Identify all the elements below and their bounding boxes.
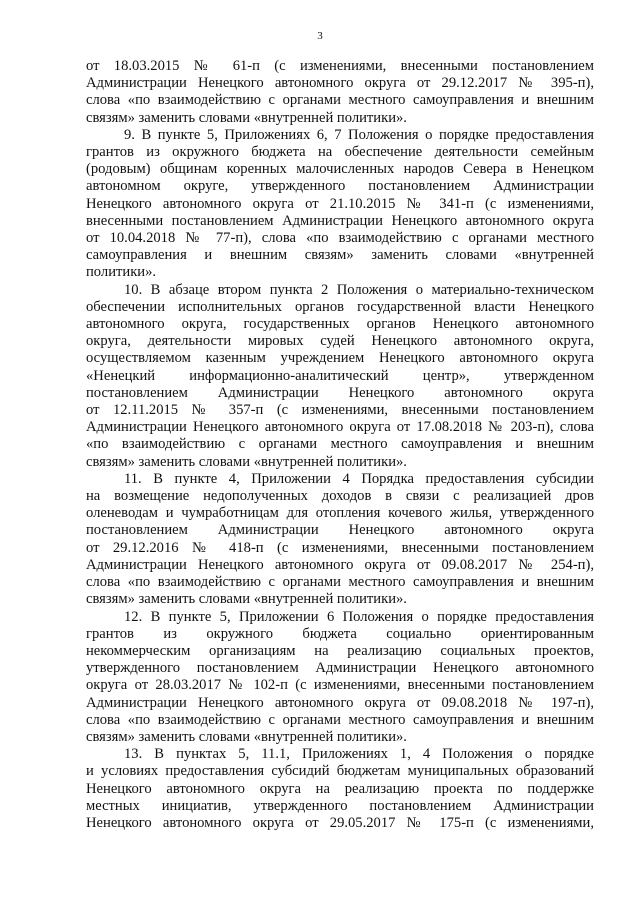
text-line: от 18.03.2015 № 61-п (с изменениями, внесенными постановлением bbox=[86, 58, 594, 74]
text-line: Администрации Ненецкого автономного округа от 09.08.2018 № 197-п), bbox=[86, 694, 594, 711]
document-body bbox=[86, 58, 594, 832]
text-line: от 10.04.2018 № 77-п), слова «по взаимодействию с органами местного bbox=[86, 230, 594, 247]
text-line: самоуправления и внешним связям» заменить словами «внутренней bbox=[86, 247, 594, 264]
text-line: 9. В пункте 5, Приложениях 6, 7 Положения о порядке предоставления bbox=[124, 126, 594, 143]
text-line: связям» заменить словами «внутренней политики». bbox=[86, 728, 407, 745]
text-line: округа, деятельности мировых судей Ненецкого автономного округа, bbox=[86, 333, 594, 350]
text-line: постановлением Администрации Ненецкого автономного округа bbox=[86, 522, 594, 539]
text-line: слова «по взаимодействию с органами местного самоуправления и внешним bbox=[86, 92, 594, 109]
text-line: 10. В абзаце втором пункта 2 Положения о материально-техническом bbox=[124, 281, 594, 298]
text-line: округа от 28.03.2017 № 102-п (с изменениями, внесенными постановлением bbox=[86, 677, 594, 694]
paragraph-item-10 bbox=[86, 282, 594, 471]
text-line: местных инициатив, утвержденного постановлением Администрации bbox=[86, 797, 594, 814]
text-line: автономном округе, утвержденного постановлением Администрации bbox=[86, 178, 594, 195]
page-number: 3 bbox=[317, 30, 323, 42]
text-line: 13. В пунктах 5, 11.1, Приложениях 1, 4 Положения о порядке bbox=[124, 746, 594, 763]
text-line: Администрации Ненецкого автономного округа от 17.08.2018 № 203-п), слова bbox=[86, 419, 594, 436]
paragraph-item-13 bbox=[86, 746, 594, 832]
text-line: Администрации Ненецкого автономного округа от 29.12.2017 № 395-п), bbox=[86, 75, 594, 92]
text-line: связям» заменить словами «внутренней политики». bbox=[86, 591, 407, 608]
text-line: слова «по взаимодействию с органами местного самоуправления и внешним bbox=[86, 574, 594, 591]
text-line: и условиях предоставления субсидий бюджетам муниципальных образований bbox=[86, 763, 594, 780]
text-line: связям» заменить словами «внутренней политики». bbox=[86, 453, 407, 470]
text-line: «по взаимодействию с органами местного самоуправления и внешним bbox=[86, 436, 594, 453]
text-line: 12. В пункте 5, Приложении 6 Положения о порядке предоставления bbox=[124, 608, 594, 625]
text-line: Администрации Ненецкого автономного округа от 09.08.2017 № 254-п), bbox=[86, 556, 594, 573]
text-line: от 12.11.2015 № 357-п (с изменениями, внесенными постановлением bbox=[86, 402, 594, 419]
paragraph-item-9 bbox=[86, 127, 594, 282]
text-line: Ненецкого автономного округа от 21.10.2015 № 341-п (с изменениями, bbox=[86, 195, 594, 212]
text-line: политики». bbox=[86, 264, 157, 281]
text-line: утвержденного постановлением Администрации Ненецкого автономного bbox=[86, 660, 594, 677]
text-line: на возмещение недополученных доходов в связи с реализацией дров bbox=[86, 488, 594, 505]
text-line: «Ненецкий информационно-аналитический центр», утвержденном bbox=[86, 367, 594, 384]
paragraph-item-11 bbox=[86, 471, 594, 609]
text-line: грантов из окружного бюджета социально ориентированным bbox=[86, 625, 594, 642]
text-line: оленеводам и чумработницам для отопления кочевого жилья, утвержденного bbox=[86, 505, 594, 522]
text-line: связям» заменить словами «внутренней политики». bbox=[86, 109, 407, 126]
paragraph-item-12 bbox=[86, 609, 594, 747]
text-line: постановлением Администрации Ненецкого автономного округа bbox=[86, 384, 594, 401]
text-line: некоммерческим организациям на реализацию социальных проектов, bbox=[86, 642, 594, 659]
text-line: 11. В пункте 4, Приложении 4 Порядка предоставления субсидии bbox=[124, 470, 594, 487]
text-line: слова «по взаимодействию с органами местного самоуправления и внешним bbox=[86, 711, 594, 728]
text-line: осуществляемом казенным учреждением Ненецкого автономного округа bbox=[86, 350, 594, 367]
text-line: внесенными постановлением Администрации Ненецкого автономного округа bbox=[86, 212, 594, 229]
text-line: Ненецкого автономного округа на реализацию проекта по поддержке bbox=[86, 780, 594, 797]
text-line: обеспечении исполнительных органов государственной власти Ненецкого bbox=[86, 298, 594, 315]
text-line: Ненецкого автономного округа от 29.05.2017 № 175-п (с изменениями, bbox=[86, 814, 594, 831]
text-line: автономного округа, государственных органов Ненецкого автономного bbox=[86, 316, 594, 333]
paragraph bbox=[86, 58, 594, 127]
text-line: (родовым) общинам коренных малочисленных народов Севера в Ненецком bbox=[86, 161, 594, 178]
text-line: грантов из окружного бюджета на обеспечение деятельности семейным bbox=[86, 144, 594, 161]
text-line: от 29.12.2016 № 418-п (с изменениями, внесенными постановлением bbox=[86, 539, 594, 556]
